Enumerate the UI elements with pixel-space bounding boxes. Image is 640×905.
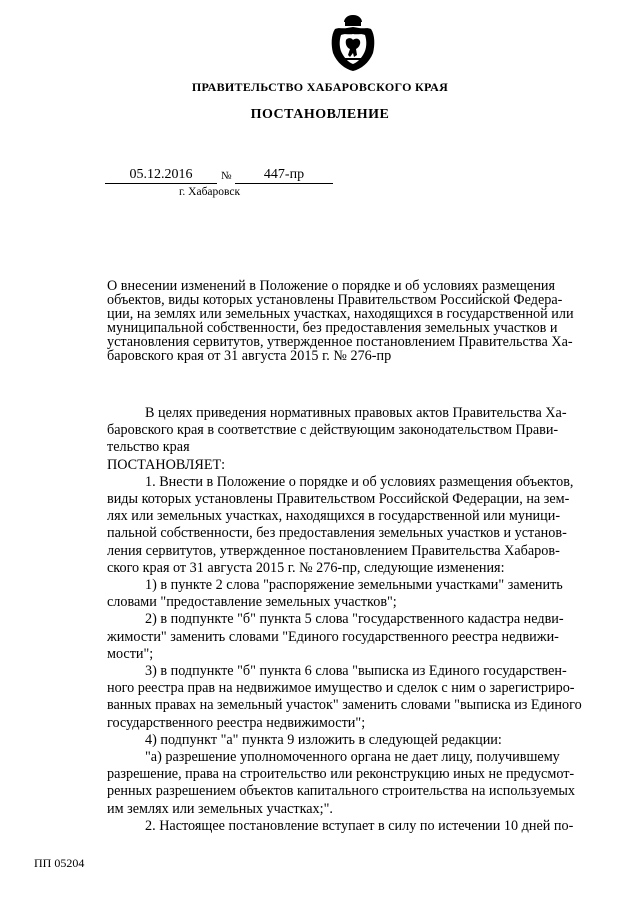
body-line: 2. Настоящее постановление вступает в силу по истечении 10 дней по- xyxy=(145,817,574,834)
body-line: 1) в пункте 2 слова "распоряжение земельными участками" заменить xyxy=(145,577,563,594)
body-line: ПОСТАНОВЛЯЕТ: xyxy=(107,456,226,473)
body-line: тельство края xyxy=(107,439,190,456)
body-line: жимости" заменить словами "Единого государственного реестра недвижи- xyxy=(107,628,559,645)
title-line: установления сервитутов, утвержденное постановлением Правительства Ха- xyxy=(107,334,573,350)
body-line: мости"; xyxy=(107,645,154,662)
number-sign: № xyxy=(221,170,232,182)
title-line: ции, на землях или земельных участках, находящихся в государственной или xyxy=(107,306,574,322)
document-date: 05.12.2016 xyxy=(105,167,217,184)
body-line: ванных правах на земельный участок" заменить словами "выписка из Единого xyxy=(107,697,582,714)
body-line: ского края от 31 августа 2015 г. № 276-пр, следующие изменения: xyxy=(107,559,505,576)
document-number: 447-пр xyxy=(235,167,333,184)
body-line: 4) подпункт "а" пункта 9 изложить в следующей редакции: xyxy=(145,731,502,748)
body-line: виды которых установлены Правительством Российской Федерации, на зем- xyxy=(107,491,570,508)
body-line: им землях или земельных участках;". xyxy=(107,800,333,817)
title-line: муниципальной собственности, без предоставления земельных участков и xyxy=(107,320,558,336)
body-line: ренных разрешением объектов капитального строительства на используемых xyxy=(107,783,575,800)
city-name: г. Хабаровск xyxy=(179,186,241,198)
body-line: В целях приведения нормативных правовых актов Правительства Ха- xyxy=(145,405,567,421)
body-line: государственного реестра недвижимости"; xyxy=(107,714,366,731)
body-line: "а) разрешение уполномоченного органа не дает лицу, получившему xyxy=(145,749,560,766)
government-name: ПРАВИТЕЛЬСТВО ХАБАРОВСКОГО КРАЯ xyxy=(191,80,449,94)
body-line: 1. Внести в Положение о порядке и об условиях размещения объектов, xyxy=(145,473,574,490)
document-type-heading: ПОСТАНОВЛЕНИЕ xyxy=(250,107,390,122)
document-title xyxy=(107,279,612,363)
title-line: О внесении изменений в Положение о порядке и об условиях размещения xyxy=(107,278,556,294)
body-line: лях или земельных участках, находящихся в государственной или муници- xyxy=(107,508,561,525)
document-body xyxy=(107,405,612,835)
body-line: баровского края в соответствие с действующим законодательством Прави- xyxy=(107,422,559,439)
title-line: баровского края от 31 августа 2015 г. № 276-пр xyxy=(107,348,392,364)
khabarovsk-coat-of-arms-icon xyxy=(327,13,379,73)
footer-code: ПП 05204 xyxy=(34,856,85,870)
body-line: ного реестра прав на недвижимое имущество и сделок с ним о зарегистриро- xyxy=(107,680,575,697)
body-line: 3) в подпункте "б" пункта 6 слова "выписка из Единого государствен- xyxy=(145,663,567,680)
body-line: разрешение, права на строительство или реконструкцию иных не предусмот- xyxy=(107,766,575,783)
body-line: словами "предоставление земельных участков"; xyxy=(107,594,397,611)
body-line: ления сервитутов, утвержденное постановлением Правительства Хабаров- xyxy=(107,542,560,559)
title-line: объектов, виды которых установлены Правительством Российской Федера- xyxy=(107,292,563,308)
body-line: пальной собственности, без предоставления земельных участков и установ- xyxy=(107,525,567,542)
body-line: 2) в подпункте "б" пункта 5 слова "государственного кадастра недви- xyxy=(145,611,564,628)
